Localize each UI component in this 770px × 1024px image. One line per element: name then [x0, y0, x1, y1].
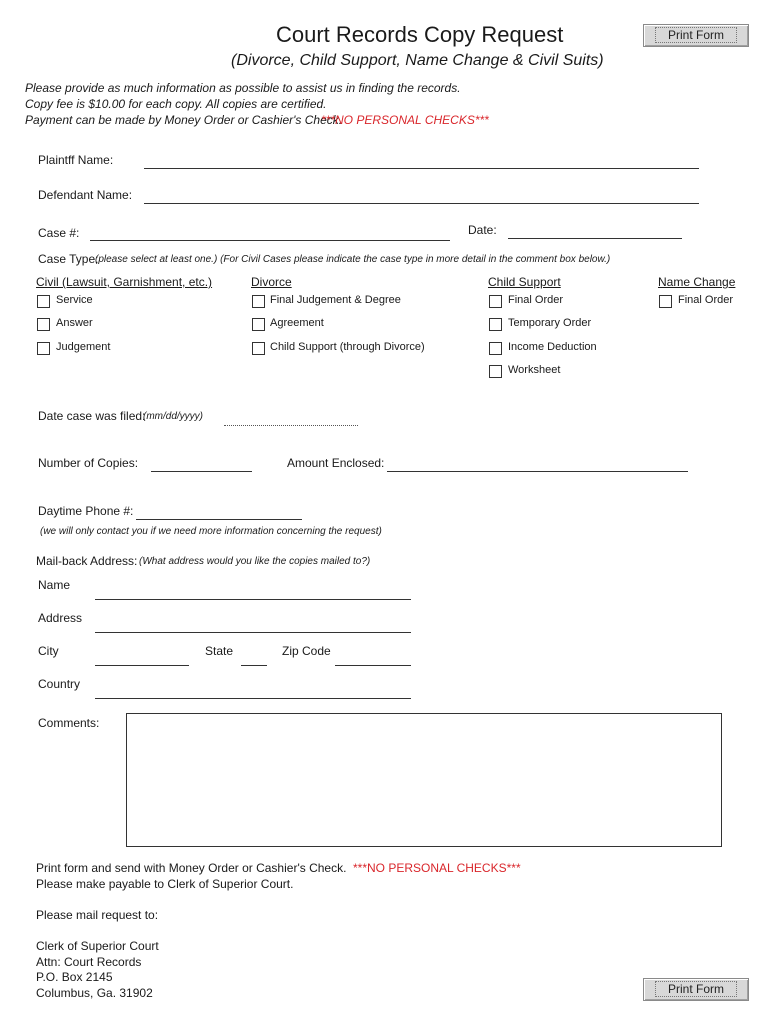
- date-field[interactable]: [508, 238, 682, 239]
- date-filed-label: Date case was filed:: [38, 409, 146, 423]
- print-form-label: Print Form: [655, 27, 737, 43]
- footer-line-2: Please make payable to Clerk of Superior Court.: [36, 877, 294, 891]
- plaintiff-field[interactable]: [144, 168, 699, 169]
- date-label: Date:: [468, 223, 497, 237]
- civil-answer-checkbox[interactable]: [37, 318, 50, 331]
- phone-label: Daytime Phone #:: [38, 504, 134, 518]
- civil-heading: Civil (Lawsuit, Garnishment, etc.): [36, 275, 213, 289]
- intro-line-2: Copy fee is $10.00 for each copy. All copies are certified.: [25, 97, 327, 111]
- mail-address-field[interactable]: [95, 632, 411, 633]
- form-title: Court Records Copy Request: [276, 22, 564, 47]
- cs-worksheet-label: Worksheet: [508, 364, 561, 376]
- print-form-label: Print Form: [655, 981, 737, 997]
- nc-final-order-checkbox[interactable]: [659, 295, 672, 308]
- civil-service-label: Service: [56, 294, 93, 306]
- cs-temporary-order-checkbox[interactable]: [489, 318, 502, 331]
- name-change-heading: Name Change: [658, 275, 736, 289]
- clerk-address-line-2: Attn: Court Records: [36, 955, 142, 969]
- clerk-address-line-3: P.O. Box 2145: [36, 970, 113, 984]
- copies-label: Number of Copies:: [38, 456, 139, 470]
- form-subtitle: (Divorce, Child Support, Name Change & Civil Suits): [231, 52, 604, 69]
- plaintiff-label: Plaintff Name:: [38, 153, 114, 167]
- comments-box[interactable]: [126, 713, 722, 847]
- divorce-child-support-checkbox[interactable]: [252, 342, 265, 355]
- civil-judgement-label: Judgement: [56, 341, 111, 353]
- civil-judgement-checkbox[interactable]: [37, 342, 50, 355]
- case-number-field[interactable]: [90, 240, 450, 241]
- divorce-heading: Divorce: [251, 275, 292, 289]
- mail-state-field[interactable]: [241, 665, 267, 666]
- case-number-label: Case #:: [38, 226, 80, 240]
- mail-zip-field[interactable]: [335, 665, 411, 666]
- cs-final-order-checkbox[interactable]: [489, 295, 502, 308]
- mail-name-label: Name: [38, 578, 71, 592]
- print-form-button-top[interactable]: [643, 24, 749, 47]
- civil-service-checkbox[interactable]: [37, 295, 50, 308]
- clerk-address-line-1: Clerk of Superior Court: [36, 939, 159, 953]
- mail-city-field[interactable]: [95, 665, 189, 666]
- divorce-child-support-label: Child Support (through Divorce): [270, 341, 425, 353]
- comments-label: Comments:: [38, 716, 100, 730]
- cs-income-deduction-label: Income Deduction: [508, 341, 597, 353]
- divorce-agreement-checkbox[interactable]: [252, 318, 265, 331]
- divorce-final-judgement-checkbox[interactable]: [252, 295, 265, 308]
- footer-line-1: Print form and send with Money Order or Cashier's Check.: [36, 861, 347, 875]
- mail-address-label: Address: [38, 611, 83, 625]
- cs-temporary-order-label: Temporary Order: [508, 317, 592, 329]
- divorce-final-judgement-label: Final Judgement & Degree: [270, 294, 401, 306]
- phone-hint: (we will only contact you if we need more information concerning the request): [40, 526, 382, 537]
- defendant-field[interactable]: [144, 203, 699, 204]
- print-form-button-bottom[interactable]: [643, 978, 749, 1001]
- cs-final-order-label: Final Order: [508, 294, 564, 306]
- mail-city-label: City: [38, 644, 59, 658]
- case-type-note: (please select at least one.) (For Civil Cases please indicate the case type in more detail in the comment box below.): [95, 254, 611, 265]
- footer-no-personal-checks: ***NO PERSONAL CHECKS***: [353, 861, 521, 875]
- civil-answer-label: Answer: [56, 317, 93, 329]
- divorce-agreement-label: Agreement: [270, 317, 324, 329]
- mailback-label: Mail-back Address:: [36, 554, 138, 568]
- date-filed-hint: (mm/dd/yyyy): [143, 411, 203, 422]
- phone-field[interactable]: [136, 519, 302, 520]
- mail-country-label: Country: [38, 677, 81, 691]
- child-support-heading: Child Support: [488, 275, 561, 289]
- cs-income-deduction-checkbox[interactable]: [489, 342, 502, 355]
- no-personal-checks-warning: ***NO PERSONAL CHECKS***: [321, 113, 489, 127]
- clerk-address-line-4: Columbus, Ga. 31902: [36, 986, 153, 1000]
- mail-name-field[interactable]: [95, 599, 411, 600]
- amount-label: Amount Enclosed:: [287, 456, 385, 470]
- date-filed-field[interactable]: [224, 425, 358, 426]
- mailback-hint: (What address would you like the copies mailed to?): [139, 556, 371, 567]
- case-type-label: Case Type:: [38, 252, 99, 266]
- mail-state-label: State: [205, 644, 234, 658]
- mail-request-label: Please mail request to:: [36, 908, 159, 922]
- defendant-label: Defendant Name:: [38, 188, 133, 202]
- mail-zip-label: Zip Code: [282, 644, 331, 658]
- nc-final-order-label: Final Order: [678, 294, 734, 306]
- amount-field[interactable]: [387, 471, 688, 472]
- cs-worksheet-checkbox[interactable]: [489, 365, 502, 378]
- intro-line-1: Please provide as much information as possible to assist us in finding the records.: [25, 81, 461, 95]
- mail-country-field[interactable]: [95, 698, 411, 699]
- intro-line-3: Payment can be made by Money Order or Cashier's Check.: [25, 113, 343, 127]
- copies-field[interactable]: [151, 471, 252, 472]
